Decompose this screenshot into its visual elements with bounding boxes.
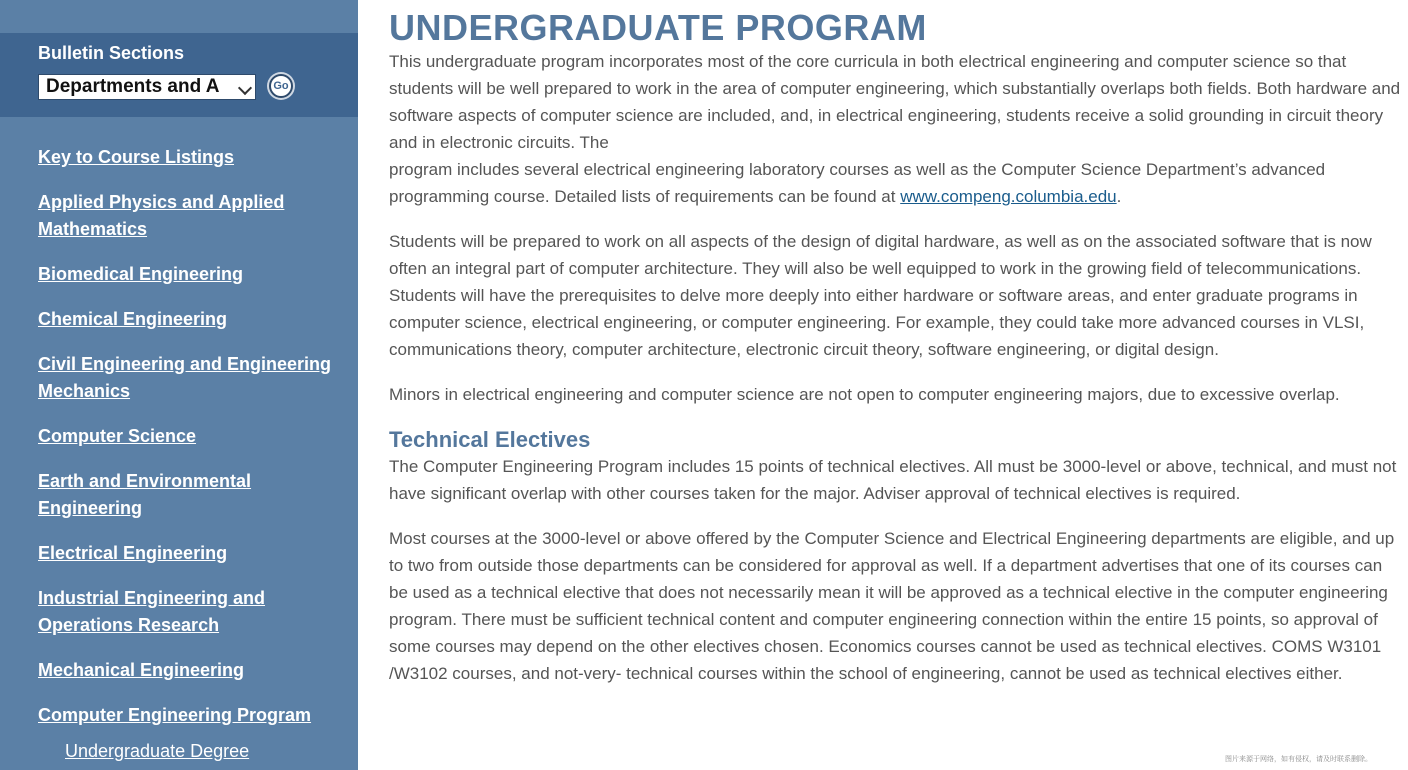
students-paragraph: Students will be prepared to work on all aspects of the design of digital hardware, as well as on the associated software that is now often an integral part of computer architecture. They will also be well equipped to work in the growing field of telecommunications. Students will have the prerequisites to delve more deeply into either hardware or software areas, and enter graduate programs in computer science, electrical engineering, or computer engineering. For example, they could take more advanced courses in VLSI, communications theory, computer architecture, electronic circuit theory, software engineering, or digital design. bbox=[389, 232, 1372, 359]
sidebar-item-computer-engineering-program[interactable]: Computer Engineering Program bbox=[38, 705, 312, 725]
sidebar-item-applied-physics[interactable]: Applied Physics and Applied Mathematics bbox=[38, 192, 285, 239]
go-button[interactable]: Go bbox=[269, 74, 293, 98]
intro-text-1: This undergraduate program incorporates most of the core curricula in both electrical engineering and computer science so that students will be well prepared to work in the area of computer engineering, which substantially overlaps both fields. Both hardware and software aspects of computer science are included, and, in electrical engineering, students receive a solid grounding in circuit theory and in electronic circuits. The bbox=[389, 52, 1401, 152]
technical-electives-heading: Technical Electives bbox=[389, 427, 591, 452]
sidebar-nav bbox=[38, 144, 338, 765]
sidebar-item-electrical-engineering[interactable]: Electrical Engineering bbox=[38, 543, 228, 563]
intro-text-end: . bbox=[1116, 187, 1122, 206]
courses-paragraph: Most courses at the 3000-level or above offered by the Computer Science and Electrical Engineering departments are eligible, and up to two from outside those departments can be considered for approval as well. If a department advertises that one of its courses can be used as a technical elective that does not necessarily mean it will be approved as a technical elective in the computer engineering program. There must be sufficient technical content and computer engineering connection within the entire 15 points, so approval of some courses may depend on the other electives chosen. Economics courses cannot be used as technical electives. COMS W3101 /W3102 courses, and not-very- technical courses within the school of engineering, cannot be used as technical electives either. bbox=[389, 529, 1395, 683]
sidebar-item-earth-environmental-engineering[interactable]: Earth and Environmental Engineering bbox=[38, 471, 252, 518]
sidebar-subitem-undergraduate-degree[interactable]: Undergraduate Degree bbox=[65, 741, 250, 761]
sidebar bbox=[0, 0, 358, 770]
sidebar-item-computer-science[interactable]: Computer Science bbox=[38, 426, 197, 446]
select-value: Departments and A bbox=[46, 76, 220, 97]
bulletin-section-select[interactable] bbox=[38, 74, 256, 100]
sidebar-item-industrial-engineering[interactable]: Industrial Engineering and Operations Research bbox=[38, 588, 266, 635]
intro-paragraph bbox=[389, 48, 1401, 210]
electives-paragraph: The Computer Engineering Program includes 15 points of technical electives. All must be 3000-level or above, technical, and must not have significant overlap with other courses taken for the major. Adviser approval of technical electives is required. bbox=[389, 457, 1397, 503]
intro-text-2: program includes several electrical engineering laboratory courses as well as the Computer Science Department’s advanced programming course. Detailed lists of requirements can be found at bbox=[389, 160, 1326, 206]
page-title: UNDERGRADUATE PROGRAM bbox=[389, 7, 927, 48]
bulletin-sections-title: Bulletin Sections bbox=[38, 43, 185, 63]
sidebar-item-chemical-engineering[interactable]: Chemical Engineering bbox=[38, 309, 228, 329]
sidebar-item-civil-engineering[interactable]: Civil Engineering and Engineering Mechanics bbox=[38, 354, 332, 401]
compeng-link[interactable]: www.compeng.columbia.edu bbox=[900, 187, 1117, 206]
sidebar-item-key-to-course-listings[interactable]: Key to Course Listings bbox=[38, 147, 235, 167]
main-content bbox=[389, 8, 1401, 705]
chevron-down-icon bbox=[238, 81, 252, 95]
watermark-text: 图片来源于网络，如有侵权，请及时联系删除。 bbox=[1225, 755, 1372, 763]
sidebar-item-biomedical-engineering[interactable]: Biomedical Engineering bbox=[38, 264, 244, 284]
minors-paragraph: Minors in electrical engineering and computer science are not open to computer engineering majors, due to excessive overlap. bbox=[389, 385, 1340, 404]
sidebar-item-mechanical-engineering[interactable]: Mechanical Engineering bbox=[38, 660, 245, 680]
bulletin-sections-panel bbox=[0, 33, 358, 117]
